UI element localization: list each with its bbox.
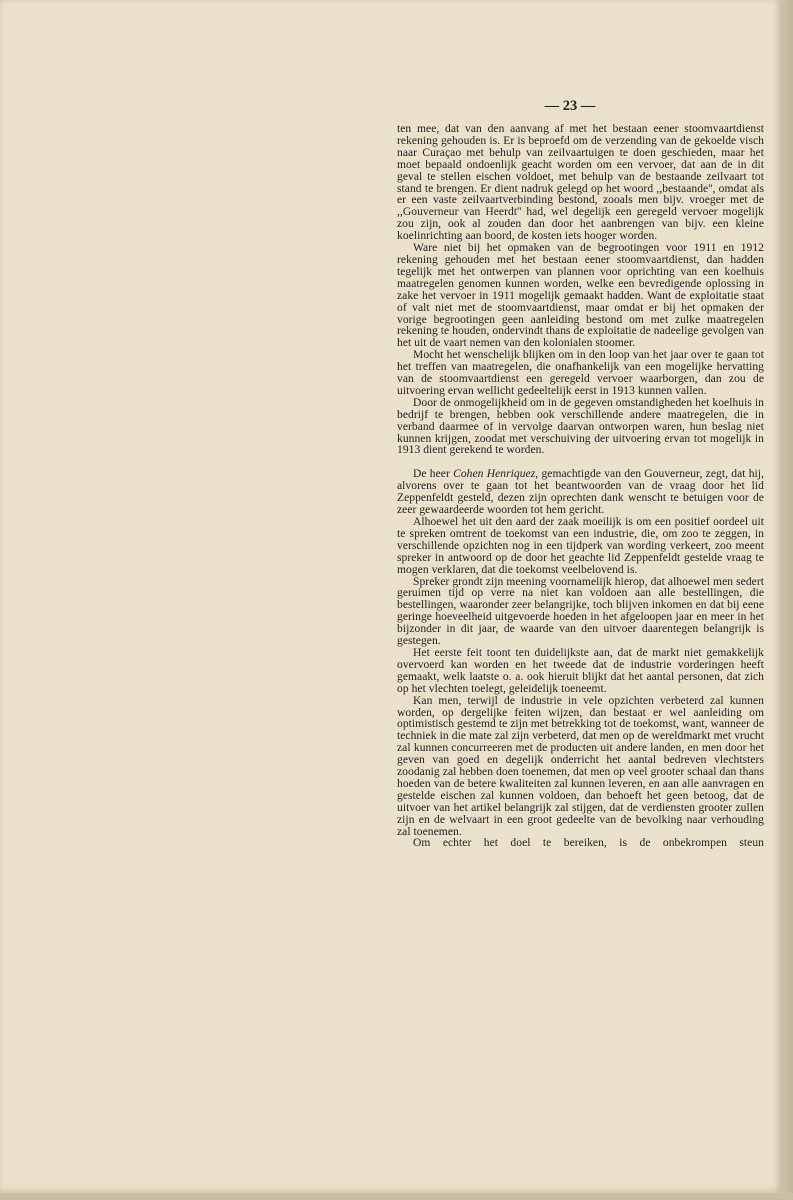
paragraph-steun: Om echter het doel te bereiken, is de onbekrompen steun xyxy=(413,837,764,850)
paragraph-koelhuis: Door de onmogelijkheid om in de gegeven omstandigheden het koelhuis in bedrijf te brengen, hebben ook verschillende andere maatregelen, die in verband daarmee of in vervolge daarvan ontworpen waren, hun beslag niet kunnen krijgen, zoodat met verschuiving der uitvoering ervan tot mogelijk in 1913 dient gerekend te worden. xyxy=(397,396,764,457)
paragraph-maatregelen: Mocht het wenschelijk blijken om in den loop van het jaar over te gaan tot het treffen van maatregelen, die onafhankelijk van een mogelijke hervatting van de stoomvaartdienst een geregeld vervoer waarborgen, dan zou de uitvoering ervan wellicht gedeeltelijk eerst in 1913 kunnen vallen. xyxy=(397,349,764,397)
speaker-statement: gemachtigde van den Gouverneur, zegt, dat hij, alvorens over te gaan tot het beantwoorden van de vraag door het lid Zeppenfeldt gesteld, dezen zijn oprechten dank wenscht te betuigen voor de zeer gewaardeerde woorden tot hem gericht. xyxy=(397,468,765,517)
body-text xyxy=(397,124,764,850)
speaker-name: Cohen Henriquez, xyxy=(453,468,539,481)
paragraph-toekomst: Alhoewel het uit den aard der zaak moeilijk is om een positief oordeel uit te spreken omtrent de toekomst van een industrie, die, om zoo te zeggen, in verschillende opzichten nog in een tijdperk van wording verkeert, zoo meent spreker in antwoord op de door het geachte lid Zeppenfeldt gestelde vraag te mogen verklaren, dat die toekomst veelbelovend is. xyxy=(397,516,764,576)
paragraph-continuation: ten mee, dat van den aanvang af met het bestaan eener stoomvaartdienst rekening gehouden is. Er is beproefd om de verzending van de gekoelde visch naar Curaçao met behulp van zeilvaartuigen te doen geschieden, maar het moet bepaald ondoenlijk geacht worden om een vervoer, dat aan de in dit geval te stellen eischen voldoet, met behulp van de bestaande zeilvaart tot stand te brengen. Er dient nadruk gelegd op het woord ,,bestaande'', omdat als er een vaste zeilvaartverbinding bestond, zooals men bijv. vroeger met de ,,Gouverneur van Heerdt'' had, wel degelijk een geregeld vervoer mogelijk zou zijn, ook al zouden dan door het aanbrengen van bijv. een kleine koelinrichting aan boord, de kosten iets hooger worden. xyxy=(397,123,764,243)
paragraph-meening: Spreker grondt zijn meening voornamelijk hierop, dat alhoewel men sedert geruimen tijd op verre na niet kan voldoen aan alle bestellingen, die bestellingen, waaronder zeer belangrijke, toch blijven inkomen en dat bij eene geringe hoeveelheid uitgevoerde hoeden in het afgeloopen jaar en meer in het bijzonder in dit jaar, de waarde van den uitvoer daarentegen belangrijk is gestegen. xyxy=(397,575,764,648)
paragraph-industrie: Kan men, terwijl de industrie in vele opzichten verbeterd zal kunnen worden, op dergelijke feiten wijzen, dan bestaat er wel aanleiding om optimistisch gestemd te zijn met betrekking tot de toekomst, want, wanneer de techniek in die mate zal zijn verbeterd, dat men op de wereldmarkt met vrucht zal kunnen concurreeren met de producten uit andere landen, en men door het geven van goed en degelijk onderricht het aantal bedreven vlechtsters zoodanig zal hebben doen toenemen, dat men op veel grooter schaal dan thans hoeden van de betere kwaliteiten zal kunnen leveren, en aan alle aanvragen en gestelde eischen zal kunnen voldoen, dan behoeft het geen betoog, dat de uitvoer van het artikel belangrijk zal stijgen, dat de verdiensten grooter zullen zijn en de welvaart in een groot gedeelte van de bevolking naar verhouding zal toenemen. xyxy=(397,694,764,838)
page-number: — 23 — xyxy=(544,98,596,114)
page-edge xyxy=(780,0,793,1200)
paragraph-eerste-feit: Het eerste feit toont ten duidelijkste aan, dat de markt niet gemakkelijk overvoerd kan worden en het tweede dat de industrie vorderingen heeft gemaakt, welk laatste o. a. ook hieruit blijkt dat het aantal personen, dat zich op het vlechten toelegt, geleidelijk toeneemt. xyxy=(397,646,764,695)
paragraph-begrootingen: Ware niet bij het opmaken van de begrootingen voor 1911 en 1912 rekening gehouden met het bestaan eener stoomvaartdienst, dan hadden tegelijk met het ontwerpen van plannen voor oprichting van een koelhuis maatregelen genomen kunnen worden, welke een bevredigende oplossing in zake het vervoer in 1911 mogelijk gemaakt hadden. Want de exploitatie staat of valt niet met de stoomvaartdienst, maar omdat er bij het opmaken der vorige begrootingen geen aanleiding bestond om met zulke maatregelen rekening te houden, ondervindt thans de exploitatie de nadeelige gevolgen van het uit de vaart nemen van den kolonialen stoomer. xyxy=(397,242,764,350)
page-bottom-edge xyxy=(0,1193,793,1200)
paragraph-speaker xyxy=(397,469,764,517)
speaker-intro: De heer xyxy=(413,468,454,481)
